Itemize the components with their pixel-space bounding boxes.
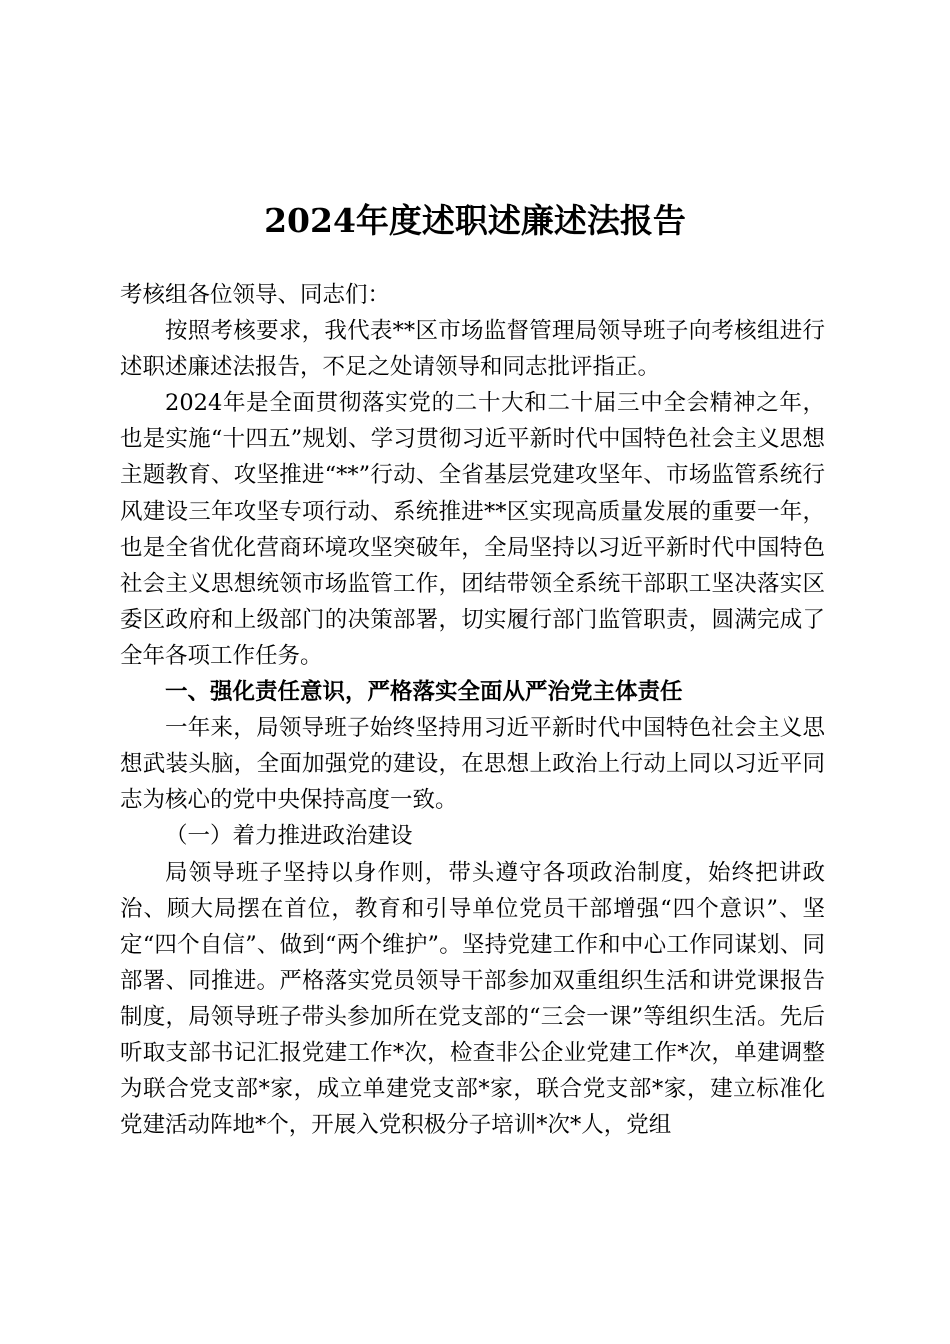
paragraph-section-1: 一年来，局领导班子始终坚持用习近平新时代中国特色社会主义思想武装头脑，全面加强党的建设，在思想上政治上行动上同以习近平同志为核心的党中央保持高度一致。 (120, 715, 825, 814)
paragraph-overview: 2024年是全面贯彻落实党的二十大和二十届三中全会精神之年，也是实施“十四五”规划、学习贯彻习近平新时代中国特色社会主义思想主题教育、攻坚推进“**”行动、全省基层党建攻坚年、市场监管系统行风建设三年攻坚专项行动、系统推进**区实现高质量发展的重要一年，也是全省优化营商环境攻坚突破年，全局坚持以习近平新时代中国特色社会主义思想统领市场监管工作，团结带领全系统干部职工坚决落实区委区政府和上级部门的决策部署，切实履行部门监管职责，圆满完成了全年各项工作任务。 (120, 390, 825, 669)
paragraph-subsection-1: 局领导班子坚持以身作则，带头遵守各项政治制度，始终把讲政治、顾大局摆在首位，教育和引导单位党员干部增强“四个意识”、坚定“四个自信”、做到“两个维护”。坚持党建工作和中心工作同谋划、同部署、同推进。严格落实党员领导干部参加双重组织生活和讲党课报告制度，局领导班子带头参加所在党支部的“三会一课”等组织生活。先后听取支部书记汇报党建工作*次，检查非公企业党建工作*次，单建调整为联合党支部*家，成立单建党支部*家，联合党支部*家，建立标准化党建活动阵地*个，开展入党积极分子培训*次*人，党组 (120, 859, 825, 1139)
document-body (120, 277, 825, 1143)
subsection-heading-1: （一）着力推进政治建设 (165, 823, 413, 850)
paragraph-intro: 按照考核要求，我代表**区市场监督管理局领导班子向考核组进行述职述廉述法报告，不足之处请领导和同志批评指正。 (120, 318, 825, 381)
document-title: 2024年度述职述廉述法报告 (264, 201, 686, 240)
salutation: 考核组各位领导、同志们： (120, 282, 391, 308)
section-heading-1: 一、强化责任意识，严格落实全面从严治党主体责任 (165, 679, 683, 706)
